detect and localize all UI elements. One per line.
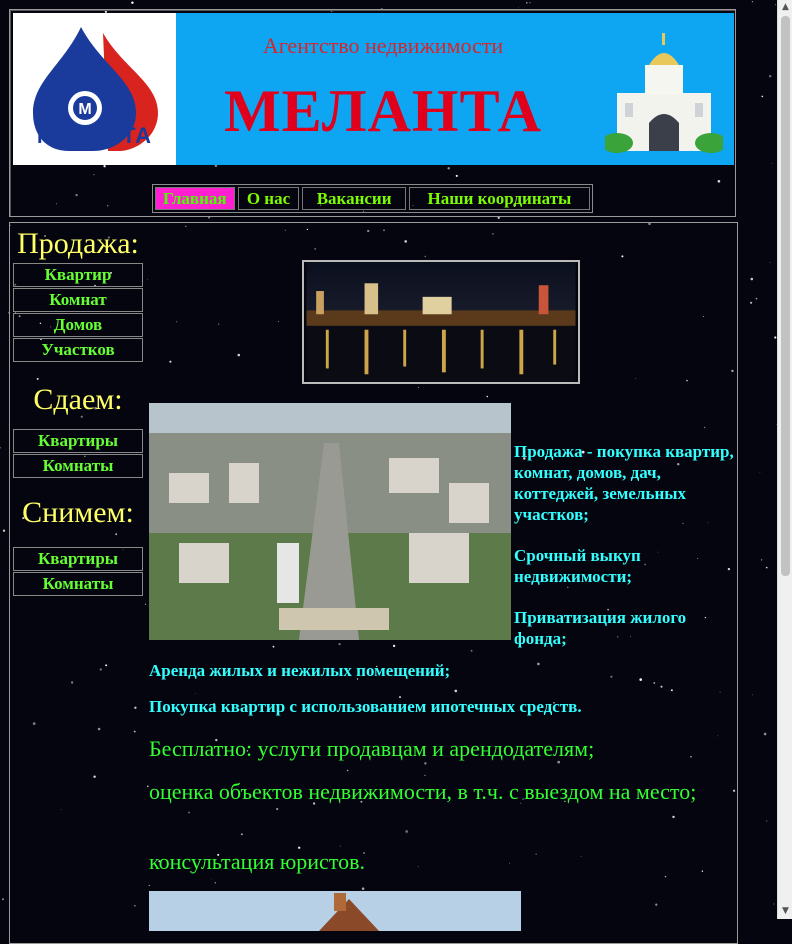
service-lease: Аренда жилых и нежилых помещений; [149, 661, 451, 680]
agency-subtitle: Агентство недвижимости [262, 33, 504, 58]
city-aerial-photo [149, 403, 511, 640]
sidebar-item-sale-houses[interactable]: Домов [13, 313, 143, 337]
sidebar-item-rent-out-apartments[interactable]: Квартиры [13, 429, 143, 453]
logo[interactable] [13, 13, 176, 165]
sidebar-item-rent-in-apartments[interactable]: Квартиры [13, 547, 143, 571]
rent-in-heading: Снимем: [22, 496, 134, 529]
scroll-down-button[interactable]: ▼ [782, 906, 789, 916]
service-buyout: Срочный выкуп недвижимости; [514, 546, 641, 586]
scrollbar[interactable] [777, 0, 792, 919]
services-list [514, 441, 736, 669]
scroll-thumb[interactable] [781, 16, 790, 576]
sidebar-item-sale-plots[interactable]: Участков [13, 338, 143, 362]
nav-contacts[interactable]: Наши координаты [409, 187, 590, 210]
free-valuation: оценка объектов недвижимости, в т.ч. с выездом на место; [149, 779, 697, 804]
sidebar-item-sale-apartments[interactable]: Квартир [13, 263, 143, 287]
golden-gate-icon [605, 31, 723, 153]
main-nav [152, 184, 593, 213]
sidebar [13, 226, 143, 596]
header-banner [13, 13, 734, 165]
logo-text: МЕЛАНТА [36, 123, 153, 148]
free-legal: консультация юристов. [149, 849, 366, 874]
service-privatization: Приватизация жилого фонда; [514, 608, 687, 648]
kremlin-night-photo [302, 260, 580, 384]
rent-out-heading: Сдаем: [33, 383, 123, 416]
nav-vacancies[interactable]: Вакансии [302, 187, 406, 210]
nav-about[interactable]: О нас [238, 187, 300, 210]
free-services: Бесплатно: услуги продавцам и арендодателям; [149, 736, 595, 761]
scroll-up-button[interactable]: ▲ [782, 2, 789, 12]
sidebar-item-rent-in-rooms[interactable]: Комнаты [13, 572, 143, 596]
agency-title: МЕЛАНТА [224, 78, 542, 144]
service-sale: Продажа - покупка квартир, комнат, домов, дач, коттеджей, земельных участков; [514, 442, 734, 524]
service-mortgage: Покупка квартир с использованием ипотечных средств. [149, 697, 582, 716]
svg-text:M: M [78, 101, 92, 118]
sidebar-item-rent-out-rooms[interactable]: Комнаты [13, 454, 143, 478]
nav-home[interactable]: Главная [155, 187, 235, 210]
sale-heading: Продажа: [17, 227, 139, 260]
sidebar-item-sale-rooms[interactable]: Комнат [13, 288, 143, 312]
house-photo [149, 891, 521, 931]
